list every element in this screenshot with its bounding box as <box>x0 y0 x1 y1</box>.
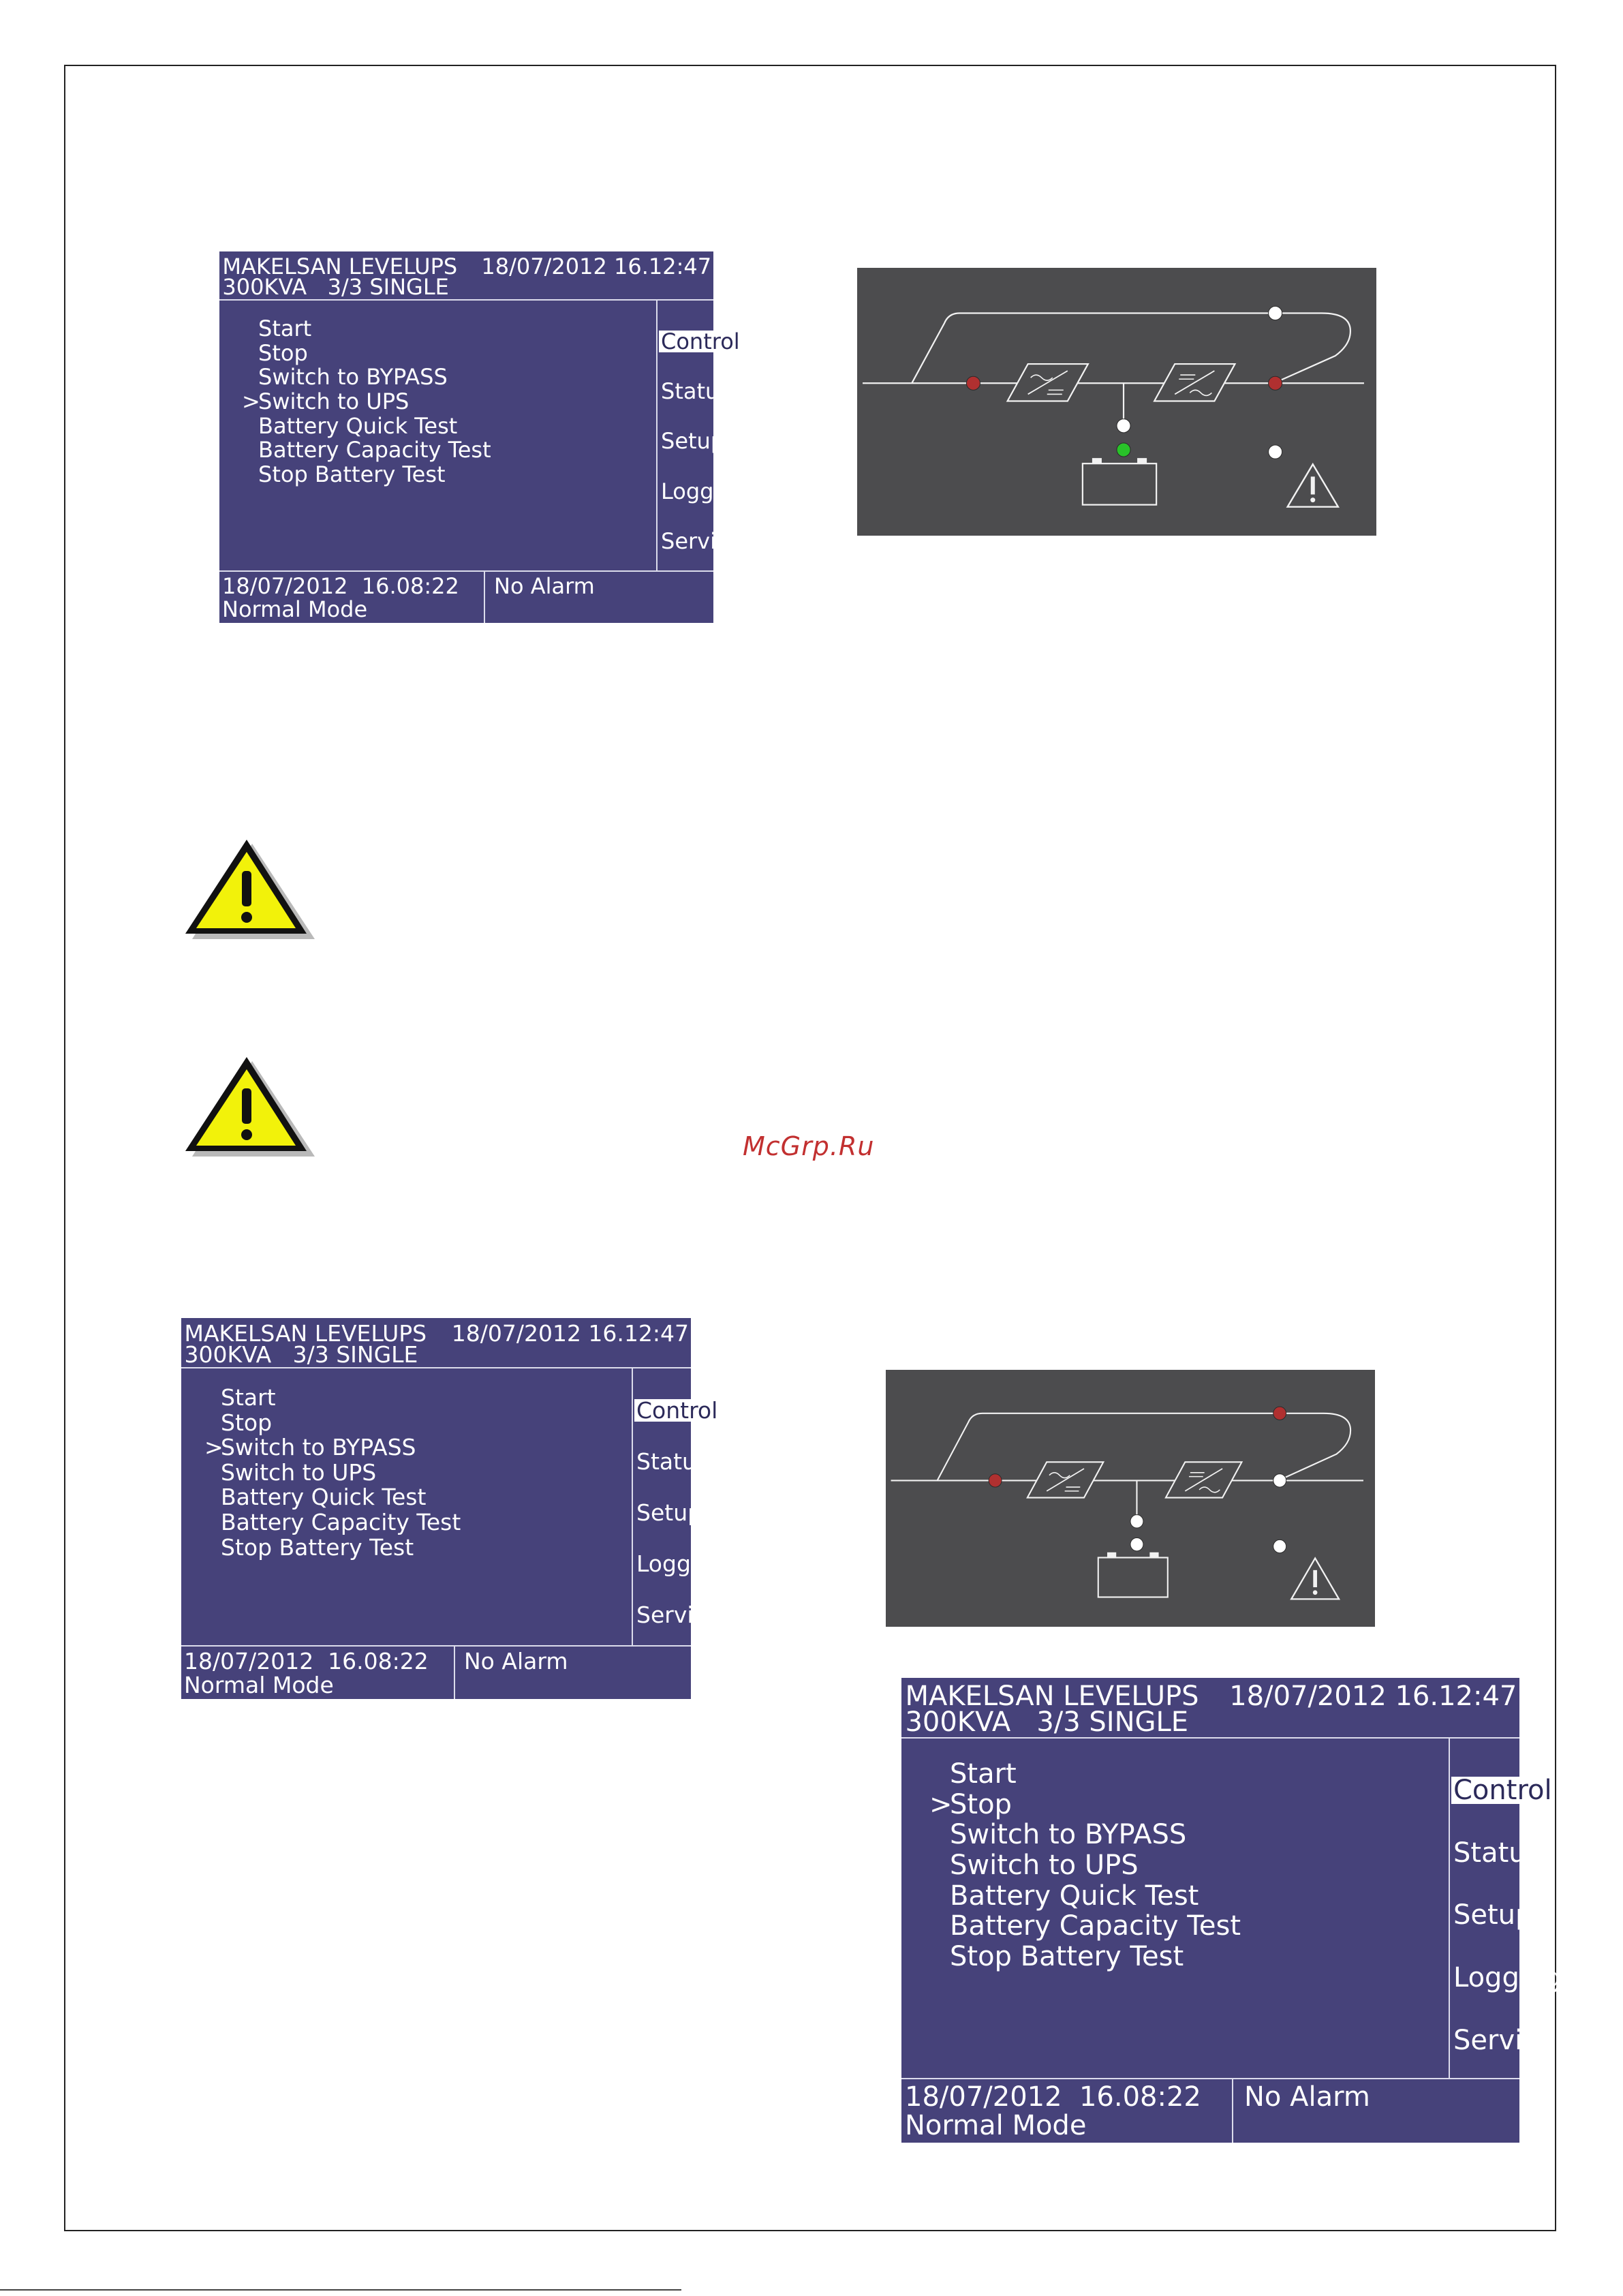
menu-item-battery-capacity-test[interactable]: Battery Capacity Test <box>950 1910 1241 1942</box>
led-input <box>989 1474 1002 1487</box>
side-tab-logging[interactable]: Logging <box>661 478 747 504</box>
menu-item-stop-battery-test[interactable]: Stop Battery Test <box>950 1941 1184 1972</box>
mimic-diagram <box>886 1370 1375 1627</box>
menu-item-stop-battery-test[interactable]: Stop Battery Test <box>258 461 446 487</box>
footer-datetime: 18/07/2012 16.08:22 <box>222 573 459 599</box>
menu-item-switch-to-ups[interactable]: Switch to UPS <box>950 1850 1139 1881</box>
alarm-status: No Alarm <box>1244 2081 1370 2113</box>
watermark: McGrp.Ru <box>743 1131 875 1161</box>
lcd-datetime: 18/07/2012 16.12:47 <box>451 1320 690 1347</box>
bypass-line <box>912 313 1350 384</box>
lcd-model: 300KVA 3/3 SINGLE <box>905 1706 1189 1738</box>
menu-item-switch-to-bypass[interactable]: Switch to BYPASS <box>258 364 448 390</box>
alarm-box <box>454 1647 691 1699</box>
menu-item-switch-to-bypass[interactable]: Switch to BYPASS <box>221 1434 416 1460</box>
lcd-header <box>181 1318 691 1368</box>
menu-item-battery-capacity-test[interactable]: Battery Capacity Test <box>221 1509 461 1535</box>
led-battery <box>1130 1538 1143 1551</box>
menu-item-switch-to-bypass[interactable]: Switch to BYPASS <box>950 1819 1187 1850</box>
menu-item-switch-to-ups[interactable]: Switch to UPS <box>221 1459 377 1486</box>
ups-mimic-panel <box>886 1370 1375 1627</box>
led-alarm <box>1269 445 1282 459</box>
inverter-icon <box>1154 364 1235 401</box>
lcd-side-menu <box>656 299 747 572</box>
side-tab-control[interactable]: Control <box>634 1399 720 1422</box>
footer-rule <box>0 2289 681 2291</box>
footer-datetime: 18/07/2012 16.08:22 <box>184 1648 429 1674</box>
led-dc-bus <box>1130 1515 1143 1528</box>
footer-mode: Normal Mode <box>222 596 368 622</box>
mimic-diagram <box>857 268 1376 536</box>
battery-icon <box>1098 1552 1168 1597</box>
alarm-status: No Alarm <box>464 1648 568 1674</box>
mimic-lines <box>863 313 1364 426</box>
inverter-icon <box>1166 1462 1241 1497</box>
lcd-title: MAKELSAN LEVELUPS <box>222 254 458 279</box>
led-output <box>1269 376 1282 390</box>
footer-status <box>901 2079 1232 2143</box>
alarm-status: No Alarm <box>494 573 595 599</box>
lcd-side-menu <box>1449 1737 1562 2079</box>
lcd-model: 300KVA 3/3 SINGLE <box>222 274 449 300</box>
menu-item-start[interactable]: Start <box>950 1758 1017 1790</box>
led-bypass <box>1273 1407 1286 1420</box>
menu-item-battery-quick-test[interactable]: Battery Quick Test <box>950 1880 1199 1912</box>
lcd-datetime: 18/07/2012 16.12:47 <box>481 254 712 279</box>
lcd-screen <box>181 1318 726 1699</box>
footer-mode: Normal Mode <box>184 1672 334 1698</box>
lcd-screen <box>901 1678 1562 2143</box>
side-tab-service[interactable]: Service <box>636 1602 720 1628</box>
lcd-title: MAKELSAN LEVELUPS <box>905 1681 1199 1712</box>
lcd-title: MAKELSAN LEVELUPS <box>184 1320 427 1347</box>
side-tab-service[interactable]: Service <box>661 528 742 554</box>
led-battery <box>1117 443 1130 457</box>
footer-mode: Normal Mode <box>905 2110 1087 2141</box>
led-input <box>966 376 980 390</box>
warning-icon <box>1291 1558 1339 1599</box>
footer-status <box>181 1647 454 1699</box>
menu-item-battery-quick-test[interactable]: Battery Quick Test <box>221 1484 427 1510</box>
lcd-screen <box>219 251 747 623</box>
menu-item-start[interactable]: Start <box>258 316 312 341</box>
menu-item-battery-quick-test[interactable]: Battery Quick Test <box>258 413 458 439</box>
alarm-box <box>1232 2079 1519 2143</box>
side-tab-status[interactable]: Status <box>661 378 730 404</box>
menu-item-switch-to-ups[interactable]: Switch to UPS <box>258 388 409 414</box>
alarm-box <box>484 572 713 623</box>
led-dc-bus <box>1117 419 1130 433</box>
led-bypass <box>1269 306 1282 320</box>
lcd-header <box>901 1678 1519 1739</box>
menu-item-stop-battery-test[interactable]: Stop Battery Test <box>221 1534 414 1561</box>
menu-item-start[interactable]: Start <box>221 1384 276 1411</box>
footer-datetime: 18/07/2012 16.08:22 <box>905 2081 1201 2113</box>
side-tab-logging[interactable]: Logging <box>636 1550 726 1577</box>
menu-cursor: > <box>242 388 260 414</box>
side-tab-service[interactable]: Service <box>1453 2025 1554 2056</box>
menu-cursor: > <box>929 1789 953 1820</box>
warning-icon <box>179 837 315 946</box>
led-output <box>1273 1474 1286 1487</box>
side-tab-control[interactable]: Control <box>659 331 742 352</box>
lcd-footer <box>901 2078 1519 2143</box>
menu-item-stop[interactable]: Stop <box>950 1789 1012 1820</box>
lcd-side-menu <box>632 1367 726 1647</box>
lcd-footer <box>181 1645 691 1699</box>
rectifier-icon <box>1027 1462 1103 1497</box>
footer-status <box>219 572 484 623</box>
menu-cursor: > <box>204 1434 223 1460</box>
side-tab-logging[interactable]: Logging <box>1453 1962 1562 1993</box>
lcd-footer <box>219 570 713 623</box>
warning-icon <box>1288 464 1338 506</box>
menu-item-stop[interactable]: Stop <box>221 1409 273 1436</box>
side-tab-setup[interactable]: Setup <box>636 1499 702 1526</box>
lcd-header <box>219 251 713 301</box>
menu-item-stop[interactable]: Stop <box>258 340 308 366</box>
led-alarm <box>1273 1540 1286 1552</box>
ups-mimic-panel <box>857 268 1376 536</box>
rectifier-icon <box>1008 364 1088 401</box>
side-tab-status[interactable]: Status <box>1453 1837 1541 1869</box>
battery-icon <box>1083 458 1156 505</box>
lcd-model: 300KVA 3/3 SINGLE <box>184 1341 418 1368</box>
lcd-datetime: 18/07/2012 16.12:47 <box>1229 1681 1517 1712</box>
warning-icon <box>179 1054 315 1163</box>
mimic-lines <box>891 1413 1363 1522</box>
bypass-line <box>938 1413 1351 1481</box>
side-tab-setup[interactable]: Setup <box>661 428 725 454</box>
side-tab-setup[interactable]: Setup <box>1453 1899 1533 1931</box>
side-tab-control[interactable]: Control <box>1451 1777 1554 1804</box>
menu-item-battery-capacity-test[interactable]: Battery Capacity Test <box>258 437 491 463</box>
side-tab-status[interactable]: Status <box>636 1448 709 1475</box>
